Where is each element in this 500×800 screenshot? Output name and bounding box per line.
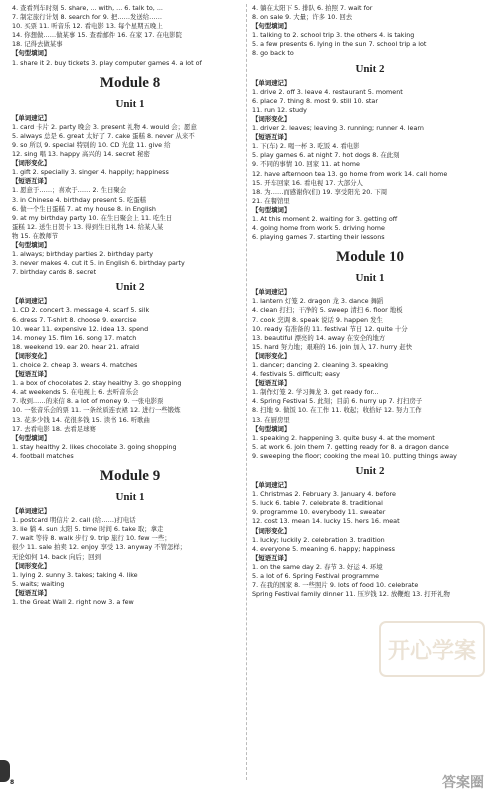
module-heading: Module 10: [336, 249, 404, 266]
answer-line: 10. ready 有准备的 11. festival 节日 12. quite 十分: [252, 324, 408, 333]
answer-line: 5. at work 6. join them 7. getting ready for 8. a dragon dance: [252, 442, 449, 451]
answer-line: 4. Spring Festival 5. 此刻；目前 6. hurry up 7. 打扫房子: [252, 397, 423, 406]
answer-line: 无论如何 14. back 向后；回到: [12, 552, 101, 561]
answer-line: 10. wear 11. expensive 12. idea 13. spend: [12, 324, 149, 333]
left-column: [12, 4, 248, 607]
module-heading: Module 9: [99, 468, 161, 485]
answer-line: 8. go back to: [252, 49, 294, 58]
answer-line: 9. sweeping the floor; cooking the meal 10. putting things away: [252, 451, 457, 460]
section-heading: 【词形变化】: [252, 114, 291, 123]
section-heading: 【单词速记】: [12, 297, 51, 306]
answer-line: 1. talking to 2. school trip 3. the others 4. is taking: [252, 31, 415, 40]
answer-line: 1. dancer; dancing 2. cleaning 3. speaking: [252, 361, 389, 369]
answer-line: 1. on the same day 2. 春节 3. 好运 4. 环境: [252, 562, 383, 571]
answer-line: 1. a box of chocolates 2. stay healthy 3. go shopping: [12, 379, 182, 388]
answer-line: 6. playing games 7. starting their lessons: [252, 233, 385, 242]
section-heading: 【单词速记】: [252, 78, 291, 87]
answer-line: Spring Festival family dinner 11. 压岁钱 12. 放鞭炮 13. 打开礼物: [252, 590, 450, 599]
answer-line: 4. football matches: [12, 451, 74, 460]
section-heading: 【词形变化】: [12, 351, 51, 360]
answer-line: 6. dress 7. T-shirt 8. choose 9. exercise: [12, 315, 137, 324]
column-divider: [246, 4, 247, 780]
section-heading: 【单词速记】: [252, 288, 291, 297]
answer-line: 1. Christmas 2. February 3. January 4. before: [252, 490, 396, 499]
answer-line: 9. programme 10. everybody 11. sweater: [252, 508, 386, 517]
stamp-seal: [378, 620, 486, 678]
answer-line: 4. clean 打扫；干净的 5. sweep 清扫 6. floor 地板: [252, 306, 403, 315]
section-heading: 【句型填词】: [252, 424, 291, 433]
section-heading: 【短语互译】: [12, 177, 51, 186]
answer-line: 3. never makes 4. cut it 5. in English 6. birthday party: [12, 259, 185, 268]
section-heading: 【句型填词】: [252, 205, 291, 214]
answer-line: 1. lucky; luckily 2. celebration 3. tradition: [252, 535, 385, 544]
section-heading: 【单词速记】: [12, 507, 51, 516]
answer-line: 5. luck 6. table 7. celebrate 8. traditional: [252, 499, 383, 508]
answer-line: 5. a lot of 6. Spring Festival programme: [252, 571, 380, 580]
answer-line: 11. run 12. study: [252, 105, 307, 114]
answer-line: 4. at weekends 5. 在电视上 6. 去听音乐会: [12, 388, 139, 397]
answer-line: 14. 你想做……做某事 15. 查看邮件 16. 在家 17. 在电影院: [12, 31, 182, 40]
answer-line: 18. 为……而感谢你(们) 19. 享受阳光 20. 下周: [252, 187, 388, 196]
answer-line: 蛋糕 12. 送生日贺卡 13. 得到生日礼物 14. 给某人某: [12, 222, 164, 231]
answer-line: 4. 躺在太阳下 5. 排队 6. 拍照 7. wait for: [252, 4, 373, 12]
answer-line: 5. play games 6. at night 7. hot dogs 8. 在此刻: [252, 151, 400, 160]
answer-line: 5. waits; waiting: [12, 579, 65, 588]
answer-line: 1. 下(车) 2. 喝一杯 3. 吃饭 4. 看电影: [252, 142, 360, 151]
answer-line: 4. everyone 5. meaning 6. happy; happiness: [252, 544, 395, 553]
answer-line: 21. 在餐馆里: [252, 196, 290, 205]
section-heading: 【词形变化】: [252, 526, 291, 535]
answer-line: 1. CD 2. concert 3. message 4. scarf 5. silk: [12, 306, 150, 315]
answer-line: 3. lie 躺 4. sun 太阳 5. time 时间 6. take 取；拿走: [12, 525, 164, 534]
answer-line: 5. a few presents 6. lying in the sun 7. school trip a lot: [252, 40, 427, 49]
right-column: [252, 4, 488, 599]
answer-line: 7. birthday cards 8. secret: [12, 268, 97, 277]
answer-line: 1. drive 2. off 3. leave 4. restaurant 5. moment: [252, 87, 403, 96]
answer-line: 3. in Chinese 4. birthday present 5. 吃蛋糕: [12, 195, 147, 204]
answer-line: 7. cook 烹调 8. speak 说话 9. happen 发生: [252, 315, 383, 324]
answer-line: 5. always 总是 6. great 太好了 7. cake 蛋糕 8. never 从来不: [12, 131, 195, 140]
section-heading: 【句型填词】: [12, 433, 51, 442]
answer-line: 1. At this moment 2. waiting for 3. getting off: [252, 214, 398, 223]
answer-line: 15. hard 努力地；艰难的 16. join 加入 17. hurry 赶快: [252, 342, 413, 351]
answer-line: 13. beautiful 漂亮的 14. away 在安全的地方: [252, 333, 386, 342]
section-heading: 【句型填词】: [12, 240, 51, 249]
answer-line: 13. 在厨房里: [252, 415, 290, 424]
section-heading: 【短语互译】: [252, 379, 291, 388]
section-heading: 【短语互译】: [252, 133, 291, 142]
answer-line: 10. 买票 11. 听音乐 12. 看电影 13. 每个星期五晚上: [12, 22, 163, 31]
answer-line: 9. so 所以 9. special 特别的 10. CD 光盘 11. give 给: [12, 140, 171, 149]
section-heading: 【短语互译】: [12, 370, 51, 379]
answer-line: 1. speaking 2. happening 3. quite busy 4. at the moment: [252, 433, 435, 442]
answer-line: 8. on sale 9. 大量；许多 10. 回去: [252, 13, 353, 22]
answer-line: 7. wait 等待 8. walk 步行 9. trip 旅行 10. few 一些；: [12, 534, 171, 543]
module-heading: Module 8: [99, 74, 161, 91]
answer-line: 7. 收到……的来信 8. a lot of money 9. 一张电影票: [12, 397, 164, 406]
answer-line: 4. festivals 5. difficult; easy: [252, 370, 340, 379]
unit-heading: Unit 1: [115, 97, 145, 110]
section-heading: 【词形变化】: [252, 351, 291, 360]
answer-line: 1. gift 2. specially 3. singer 4. happily; happiness: [12, 168, 169, 177]
answer-line: 7. 在我的国家 8. 一些照片 9. lots of food 10. celebrate: [252, 581, 419, 590]
answer-line: 18. 记得去做某事: [12, 40, 63, 49]
section-heading: 【词形变化】: [12, 561, 51, 570]
answer-line: 1. stay healthy 2. likes chocolate 3. going shopping: [12, 442, 177, 451]
answer-line: 17. 去看电影 18. 去看足球赛: [12, 424, 96, 433]
answer-line: 1. 愿意于……；喜欢于…… 2. 生日聚会: [12, 186, 127, 195]
answer-line: 物 15. 在教师节: [12, 231, 59, 240]
answer-line: 10. 一张音乐会的票 11. 一条丝质连衣裙 12. 进行一些锻炼: [12, 406, 181, 415]
section-heading: 【句型填词】: [12, 49, 51, 58]
section-heading: 【句型填词】: [252, 22, 291, 31]
watermark-logo: [432, 768, 494, 796]
answer-line: 6. place 7. thing 8. most 9. still 10. star: [252, 96, 378, 105]
section-heading: 【词形变化】: [12, 159, 51, 168]
answer-line: 4. 查看列车时刻 5. share, ... with, ... 6. talk to, ...: [12, 4, 163, 12]
unit-heading: Unit 1: [115, 491, 145, 504]
answer-line: 12. have afternoon tea 13. go home from work 14. call home: [252, 169, 448, 178]
answer-line: 6. 做一个生日蛋糕 7. at my house 8. in English: [12, 204, 156, 213]
answer-line: 1. card 卡片 2. party 晚会 3. present 礼物 4. would 会；愿意: [12, 122, 197, 131]
answer-line: 7. 制定旅行计划 8. search for 9. 把……发送给……: [12, 13, 162, 22]
answer-line: 13. 花多少钱 14. 花很多钱 15. 读书 16. 听歌曲: [12, 415, 150, 424]
answer-line: 1. choice 2. cheap 3. wears 4. matches: [12, 361, 138, 369]
answer-line: 1. driver 2. leaves; leaving 3. running; runner 4. learn: [252, 124, 424, 133]
answer-line: 12. cost 13. mean 14. lucky 15. hers 16. meat: [252, 517, 400, 526]
answer-line: 1. the Great Wall 2. right now 3. a few: [12, 597, 134, 606]
answer-line: 1. share it 2. buy tickets 3. play computer games 4. a lot of: [12, 58, 202, 67]
answer-line: 18. weekend 19. ear 20. hear 21. afraid: [12, 342, 140, 351]
answer-line: 很少 11. sale 拍卖 12. enjoy 享受 13. anyway 不管怎样；: [12, 543, 187, 552]
answer-line: 1. postcard 明信片 2. call (给……)打电话: [12, 516, 136, 525]
unit-heading: Unit 2: [355, 465, 385, 478]
answer-line: 1. 制作灯笼 2. 学习舞龙 3. get ready for...: [252, 388, 379, 397]
answer-line: 12. sing 唱 13. happy 高兴的 14. secret 秘密: [12, 150, 150, 159]
section-heading: 【单词速记】: [252, 481, 291, 490]
page-corner-tab: [0, 760, 10, 782]
watermark-text: 答案圈: [442, 775, 484, 791]
answer-line: 15. 开车回家 16. 看电视 17. 大部分人: [252, 178, 363, 187]
answer-line: 14. money 15. film 16. song 17. match: [12, 333, 137, 342]
answer-line: 4. going home from work 5. driving home: [252, 224, 385, 233]
section-heading: 【短语互译】: [252, 553, 291, 562]
answer-line: 1. lying 2. sunny 3. takes; taking 4. like: [12, 570, 138, 579]
answer-line: 1. lantern 灯笼 2. dragon 龙 3. dance 舞蹈: [252, 297, 384, 306]
page-marker: 8: [10, 779, 15, 786]
answer-line: 8. 扫地 9. 做饭 10. 在工作 11. 收起；收拾好 12. 努力工作: [252, 406, 422, 415]
section-heading: 【短语互译】: [12, 588, 51, 597]
unit-heading: Unit 2: [355, 62, 385, 75]
unit-heading: Unit 2: [115, 281, 145, 294]
answer-line: 9. 不同的事情 10. 回家 11. at home: [252, 160, 360, 169]
unit-heading: Unit 1: [355, 272, 385, 285]
section-heading: 【单词速记】: [12, 113, 51, 122]
answer-line: 9. at my birthday party 10. 在生日聚会上 11. 吃生日: [12, 213, 173, 222]
stamp-text: 开心学案: [387, 639, 477, 664]
answer-line: 1. always; birthday parties 2. birthday party: [12, 250, 154, 259]
